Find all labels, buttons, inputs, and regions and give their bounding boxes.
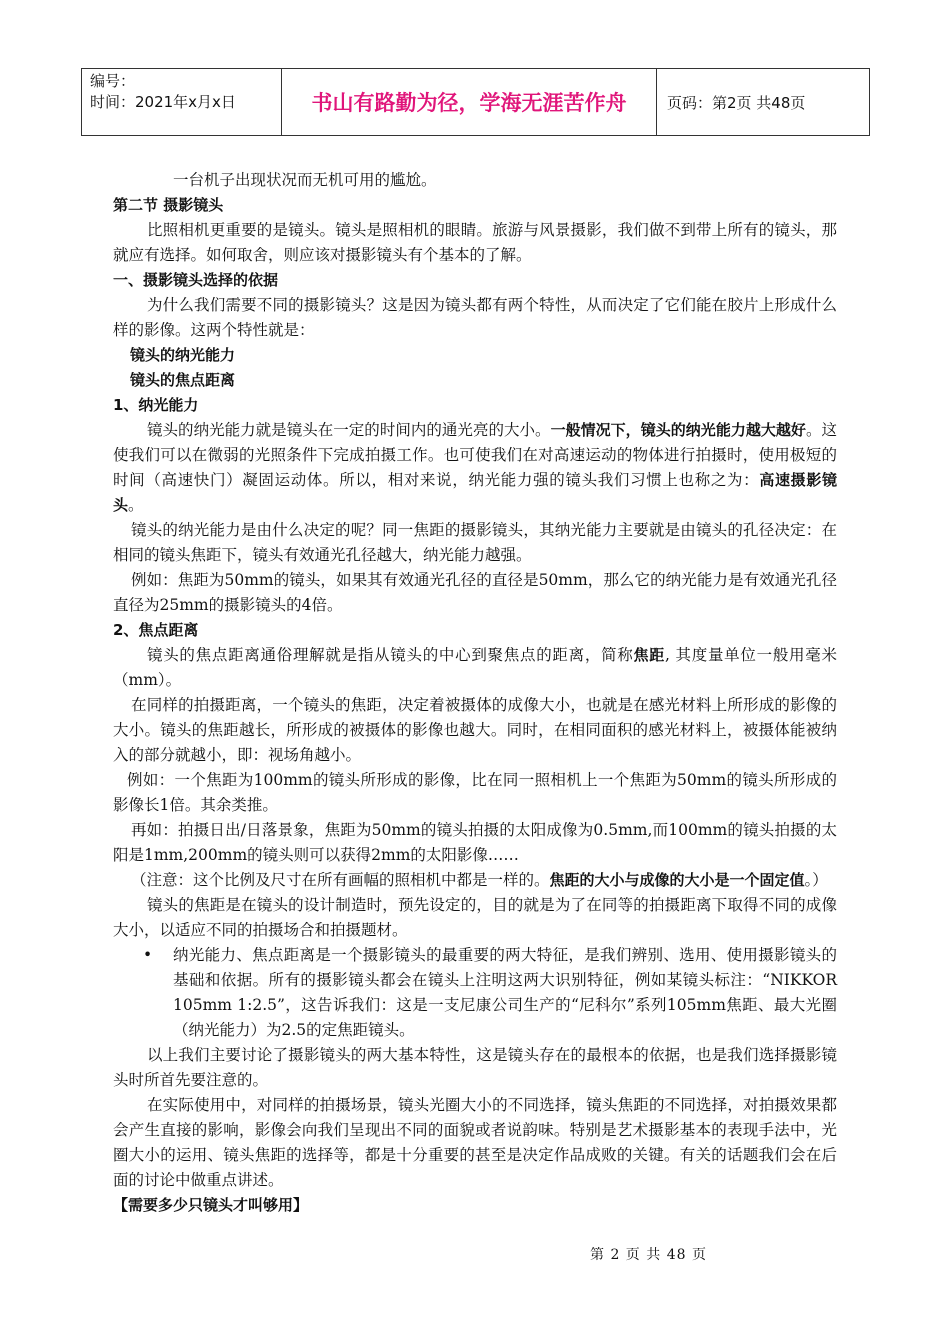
section-heading: 第二节 摄影镜头 — [113, 196, 224, 214]
feature-focal-length: 镜头的焦点距离 — [130, 371, 236, 389]
text-run: , 其度量单位一般用毫米（mm）。 — [113, 646, 837, 689]
text-run: 。 — [128, 496, 144, 514]
paragraph-summary: 以上我们主要讨论了摄影镜头的两大基本特性，这是镜头存在的最根本的依据，也是我们选择摄影镜头时所首先要注意的。 — [113, 1046, 837, 1089]
bold-term: 焦距 — [633, 646, 665, 664]
bold-term: 高速摄影镜头 — [113, 471, 837, 514]
heading-lens-selection-basis: 一、摄影镜头选择的依据 — [113, 271, 279, 289]
paragraph-aperture: 镜头的纳光能力是由什么决定的呢？同一焦距的摄影镜头，其纳光能力主要就是由镜头的孔径决定：在相同的镜头焦距下，镜头有效通光孔径越大，纳光能力越强。 — [113, 521, 837, 564]
bullet-item — [143, 943, 837, 1043]
paragraph-example-100mm: 例如：一个焦距为100mm的镜头所形成的影像，比在同一照相机上一个焦距为50mm的镜头所形成的影像长1倍。其余类推。 — [113, 771, 837, 814]
text-run: 镜头的焦点距离通俗理解就是指从镜头的中心到聚焦点的距离，简称 — [147, 646, 634, 664]
paragraph-continued: 一台机子出现状况而无机可用的尴尬。 — [173, 171, 437, 189]
page-footer: 第 2 页 共 48 页 — [590, 1247, 707, 1263]
paragraph-why: 为什么我们需要不同的摄影镜头？这是因为镜头都有两个特性，从而决定了它们能在胶片上形成什么样的影像。这两个特性就是： — [113, 296, 837, 339]
feature-light-gathering: 镜头的纳光能力 — [130, 346, 236, 364]
doc-date: 时间：2021年x月x日 — [90, 93, 236, 111]
paragraph-practice: 在实际使用中，对同样的拍摄场景，镜头光圈大小的不同选择，镜头焦距的不同选择，对拍摄效果都会产生直接的影响，影像会向我们呈现出不同的面貌或者说韵味。特别是艺术摄影基本的表现手法中，光圈大小的运用、镜头焦距的选择等，都是十分重要的甚至是决定作品成败的关键。有关的话题我们会在后面的讨论中做重点讲述。 — [113, 1096, 837, 1189]
bold-phrase: 一般情况下，镜头的纳光能力越大越好 — [550, 421, 806, 439]
bullet-text: 纳光能力、焦点距离是一个摄影镜头的最重要的两大特征，是我们辨别、选用、使用摄影镜头的基础和依据。所有的摄影镜头都会在镜头上注明这两大识别特征，例如某镜头标注：“NIKKOR 105mm 1:2.5”，这告诉我们：这是一支尼康公司生产的“尼科尔”系列105mm焦距、最大光圈（纳光能力）为2.5的定焦距镜头。 — [173, 946, 837, 1039]
document-body — [113, 168, 837, 1218]
paragraph-same-distance: 在同样的拍摄距离，一个镜头的焦距，决定着被摄体的成像大小，也就是在感光材料上所形成的影像的大小。镜头的焦距越长，所形成的被摄体的影像也越大。同时，在相同面积的感光材料上，被摄体能被纳入的部分就越小，即：视场角越小。 — [113, 696, 837, 764]
heading-focal-length: 2、焦点距离 — [113, 621, 199, 639]
text-run: 。这使我们可以在微弱的光照条件下完成拍摄工作。也可使我们在对高速运动的物体进行拍摄时，使用极短的时间（高速快门）凝固运动体。所以，相对来说，纳光能力强的镜头我们习惯上也称之为： — [113, 421, 837, 489]
paragraph-light-gathering — [113, 418, 837, 518]
header-page-info: 页码：第2页 共48页 — [667, 93, 806, 112]
doc-code-label: 编号： — [90, 72, 136, 90]
paragraph-example-sunset: 再如：拍摄日出/日落景象，焦距为50mm的镜头拍摄的太阳成像为0.5mm,而100mm的镜头拍摄的太阳是1mm,200mm的镜头则可以获得2mm的太阳影像…… — [113, 821, 837, 864]
bold-phrase: 焦距的大小与成像的大小是一个固定值 — [549, 871, 805, 889]
paragraph-design: 镜头的焦距是在镜头的设计制造时，预先设定的，目的就是为了在同等的拍摄距离下取得不同的成像大小，以适应不同的拍摄场合和拍摄题材。 — [113, 896, 837, 939]
text-run: 。） — [804, 871, 828, 889]
paragraph-focal-definition — [113, 643, 837, 693]
paragraph-example-aperture: 例如：焦距为50mm的镜头，如果其有效通光孔径的直径是50mm，那么它的纳光能力是有效通光孔径直径为25mm的摄影镜头的4倍。 — [113, 571, 837, 614]
header-motto: 书山有路勤为径，学海无涯苦作舟 — [282, 69, 657, 135]
paragraph-note — [113, 868, 837, 893]
heading-light-gathering: 1、纳光能力 — [113, 396, 199, 414]
page-header — [81, 68, 870, 136]
heading-how-many-lenses: 【需要多少只镜头才叫够用】 — [113, 1196, 309, 1214]
bullet-dot: • — [143, 946, 153, 964]
text-run: （注意：这个比例及尺寸在所有画幅的照相机中都是一样的。 — [131, 871, 550, 889]
paragraph-intro: 比照相机更重要的是镜头。镜头是照相机的眼睛。旅游与风景摄影，我们做不到带上所有的镜头，那就应有选择。如何取舍，则应该对摄影镜头有个基本的了解。 — [113, 221, 837, 264]
header-meta — [82, 69, 282, 135]
text-run: 镜头的纳光能力就是镜头在一定的时间内的通光亮的大小。 — [147, 421, 551, 439]
